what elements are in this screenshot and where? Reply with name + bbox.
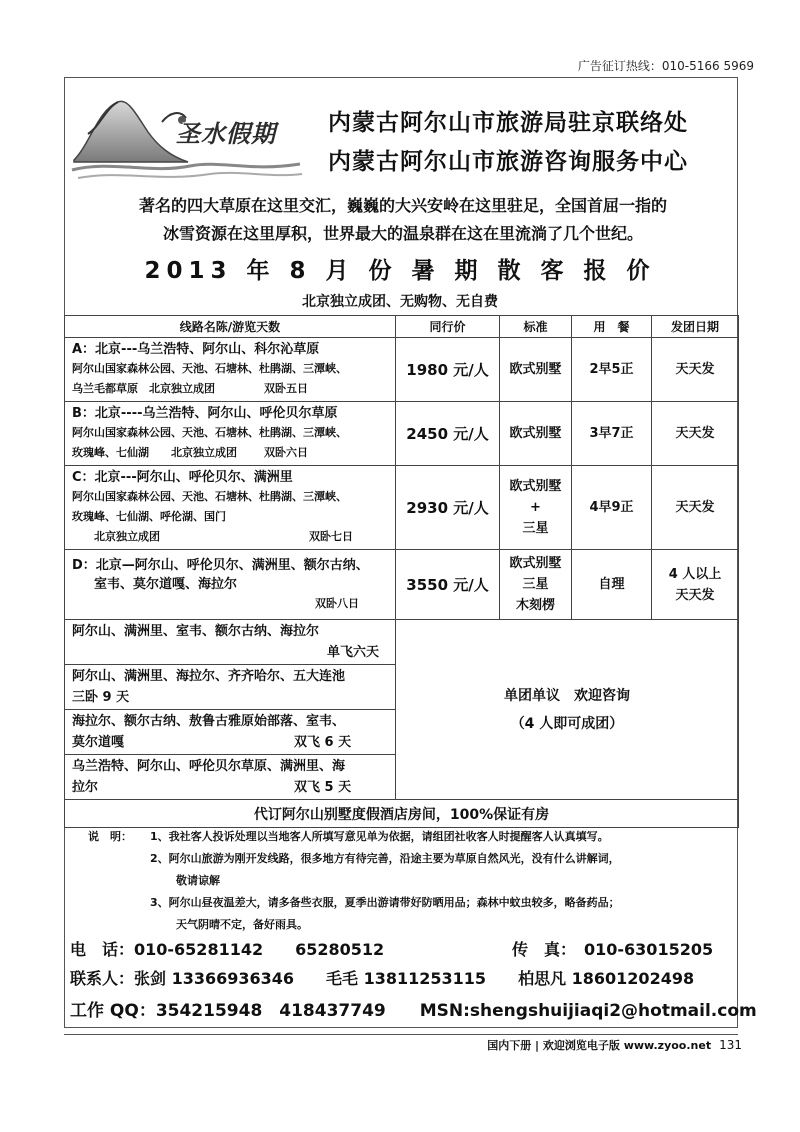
short-route-line: 阿尔山、满洲里、海拉尔、齐齐哈尔、五大连池 xyxy=(72,669,346,684)
short-info-line-2: （4 人即可成团） xyxy=(510,715,624,732)
route-title: C：北京---阿尔山、呼伦贝尔、满洲里 xyxy=(72,470,293,485)
route-table xyxy=(64,315,739,828)
standard-line: 木刻楞 xyxy=(515,598,555,613)
table-row xyxy=(65,402,739,466)
table-row xyxy=(65,620,739,665)
route-standard: 欧式别墅 xyxy=(500,402,572,466)
route-title-2: 室韦、莫尔道嘎、海拉尔 xyxy=(94,576,238,592)
standard-line: 三星 xyxy=(522,521,549,536)
route-duration: 双卧八日 xyxy=(315,596,359,610)
note-item-cont: 敬请谅解 xyxy=(176,874,220,887)
short-route-cell xyxy=(65,665,396,710)
notes-label: 说 明： xyxy=(88,830,132,843)
contact-people: 联系人：张剑 13366936346 毛毛 13811253115 柏思凡 18601202498 xyxy=(70,969,695,988)
route-extra-left: 北京独立成团 xyxy=(94,530,160,543)
note-item: 2、阿尔山旅游为刚开发线路，很多地方有待完善，沿途主要为草原自然风光，没有什么讲解词， xyxy=(150,852,620,865)
route-extra-left: 乌兰毛都草原 北京独立成团 xyxy=(72,382,215,395)
contact-phone: 电 话：010-65281142 65280512 xyxy=(70,940,385,959)
route-duration: 双卧五日 xyxy=(264,382,308,395)
route-meal: 2早5正 xyxy=(572,338,652,402)
route-extra xyxy=(72,379,389,399)
col-header-meal: 用 餐 xyxy=(572,316,652,338)
note-item-cont: 天气阴晴不定，备好雨具。 xyxy=(176,918,308,931)
route-duration: 双卧七日 xyxy=(309,530,353,543)
short-route-line-2 xyxy=(72,732,389,753)
bottom-rule xyxy=(64,1034,738,1035)
route-standard: 欧式别墅 xyxy=(500,338,572,402)
short-route-duration: 单飞六天 xyxy=(326,645,379,660)
departure-line: 4 人以上 xyxy=(668,566,722,582)
route-title: A：北京---乌兰浩特、阿尔山、科尔沁草原 xyxy=(72,342,320,357)
route-extra-left: 玫瑰峰、七仙湖 北京独立成团 xyxy=(72,446,237,459)
intro-line-1: 著名的四大草原在这里交汇，巍巍的大兴安岭在这里驻足，全国首屈一指的 xyxy=(138,196,667,215)
route-price: 2450 元/人 xyxy=(396,402,500,466)
table-row xyxy=(65,550,739,620)
standard-line: 欧式别墅 xyxy=(509,556,562,571)
standard-line: 欧式别墅 xyxy=(509,479,562,494)
short-route-line-left: 莫尔道嘎 xyxy=(72,735,125,750)
short-route-cell xyxy=(65,710,396,755)
page-footer xyxy=(487,1037,742,1053)
short-route-duration: 双飞 5 天 xyxy=(294,780,352,795)
short-route-cell xyxy=(65,620,396,665)
route-meal: 4早9正 xyxy=(572,466,652,550)
route-extra xyxy=(72,527,389,547)
contact-qq-msn: 工作 QQ：354215948 418437749 MSN:shengshuijiaqi2@hotmail.com xyxy=(70,1001,757,1021)
col-header-departure: 发团日期 xyxy=(652,316,739,338)
short-routes-info xyxy=(396,620,739,800)
short-route-line-left: 拉尔 xyxy=(72,780,99,795)
page-number: 131 xyxy=(719,1038,742,1052)
col-header-price: 同行价 xyxy=(396,316,500,338)
route-extra xyxy=(72,443,389,463)
short-route-duration: 双飞 6 天 xyxy=(294,735,352,750)
short-route-cell xyxy=(65,755,396,800)
route-departure: 天天发 xyxy=(652,338,739,402)
route-price: 2930 元/人 xyxy=(396,466,500,550)
route-meal: 3早7正 xyxy=(572,402,652,466)
route-departure: 天天发 xyxy=(652,402,739,466)
col-header-route: 线路名陈/游览天数 xyxy=(65,316,396,338)
route-title: D：北京—阿尔山、呼伦贝尔、满洲里、额尔古纳、 xyxy=(72,557,369,573)
notes xyxy=(88,826,728,936)
note-item: 1、我社客人投诉处理以当地客人所填写意见单为依据，请组团社收客人时提醒客人认真填写。 xyxy=(150,830,609,843)
short-route-line: 海拉尔、额尔古纳、敖鲁古雅原始部落、室韦、 xyxy=(72,714,346,729)
departure-line: 天天发 xyxy=(675,587,715,603)
subtitle: 北京独立成团、无购物、无自费 xyxy=(302,294,498,310)
note-item: 3、阿尔山昼夜温差大，请多备些衣服，夏季出游请带好防晒用品；森林中蚊虫较多，略备药品； xyxy=(150,896,620,909)
table-row xyxy=(65,338,739,402)
route-departure xyxy=(652,550,739,620)
hotel-booking-note: 代订阿尔山别墅度假酒店房间，100%保证有房 xyxy=(65,800,739,828)
contact-fax: 传 真： 010-63015205 xyxy=(512,940,714,959)
table-header-row xyxy=(65,316,739,338)
route-cell-c xyxy=(65,466,396,550)
route-departure: 天天发 xyxy=(652,466,739,550)
org-name-2: 内蒙古阿尔山市旅游咨询服务中心 xyxy=(328,149,688,175)
table-footer-row xyxy=(65,800,739,828)
table-row xyxy=(65,466,739,550)
route-cell-b xyxy=(65,402,396,466)
standard-line: 三星 xyxy=(522,577,549,592)
short-route-line-2 xyxy=(72,777,389,798)
short-route-duration: 三卧 9 天 xyxy=(72,690,130,705)
footer-section: 国内下册 | 欢迎浏览电子版 www.zyoo.net xyxy=(487,1039,712,1052)
short-route-line: 阿尔山、满洲里、室韦、额尔古纳、海拉尔 xyxy=(72,624,320,639)
route-sites: 阿尔山国家森林公园、天池、石塘林、杜鹃湖、三潭峡、 xyxy=(72,362,347,375)
logo-text: 圣水假期 xyxy=(176,120,276,148)
route-price: 3550 元/人 xyxy=(396,550,500,620)
route-cell-a xyxy=(65,338,396,402)
route-cell-d xyxy=(65,550,396,620)
short-route-line: 乌兰浩特、阿尔山、呼伦贝尔草原、满洲里、海 xyxy=(72,759,346,774)
standard-line: + xyxy=(530,500,541,515)
route-standard xyxy=(500,550,572,620)
headline: 2013 年 8 月 份 暑 期 散 客 报 价 xyxy=(144,258,656,284)
route-price: 1980 元/人 xyxy=(396,338,500,402)
col-header-standard: 标准 xyxy=(500,316,572,338)
intro-line-2: 冰雪资源在这里厚积，世界最大的温泉群在这在里流淌了几个世纪。 xyxy=(162,224,643,243)
short-info-line-1: 单团单议 欢迎咨询 xyxy=(504,687,630,704)
ad-hotline: 广告征订热线：010-5166 5969 xyxy=(577,59,754,73)
route-sites-2: 玫瑰峰、七仙湖、呼伦湖、国门 xyxy=(72,510,226,523)
route-meal: 自理 xyxy=(572,550,652,620)
org-name-1: 内蒙古阿尔山市旅游局驻京联络处 xyxy=(328,110,688,136)
route-duration: 双卧六日 xyxy=(264,446,308,459)
route-title: B：北京----乌兰浩特、阿尔山、呼伦贝尔草原 xyxy=(72,406,338,421)
route-standard xyxy=(500,466,572,550)
route-sites: 阿尔山国家森林公园、天池、石塘林、杜鹃湖、三潭峡、 xyxy=(72,426,347,439)
route-sites: 阿尔山国家森林公园、天池、石塘林、杜鹃湖、三潭峡、 xyxy=(72,490,347,503)
